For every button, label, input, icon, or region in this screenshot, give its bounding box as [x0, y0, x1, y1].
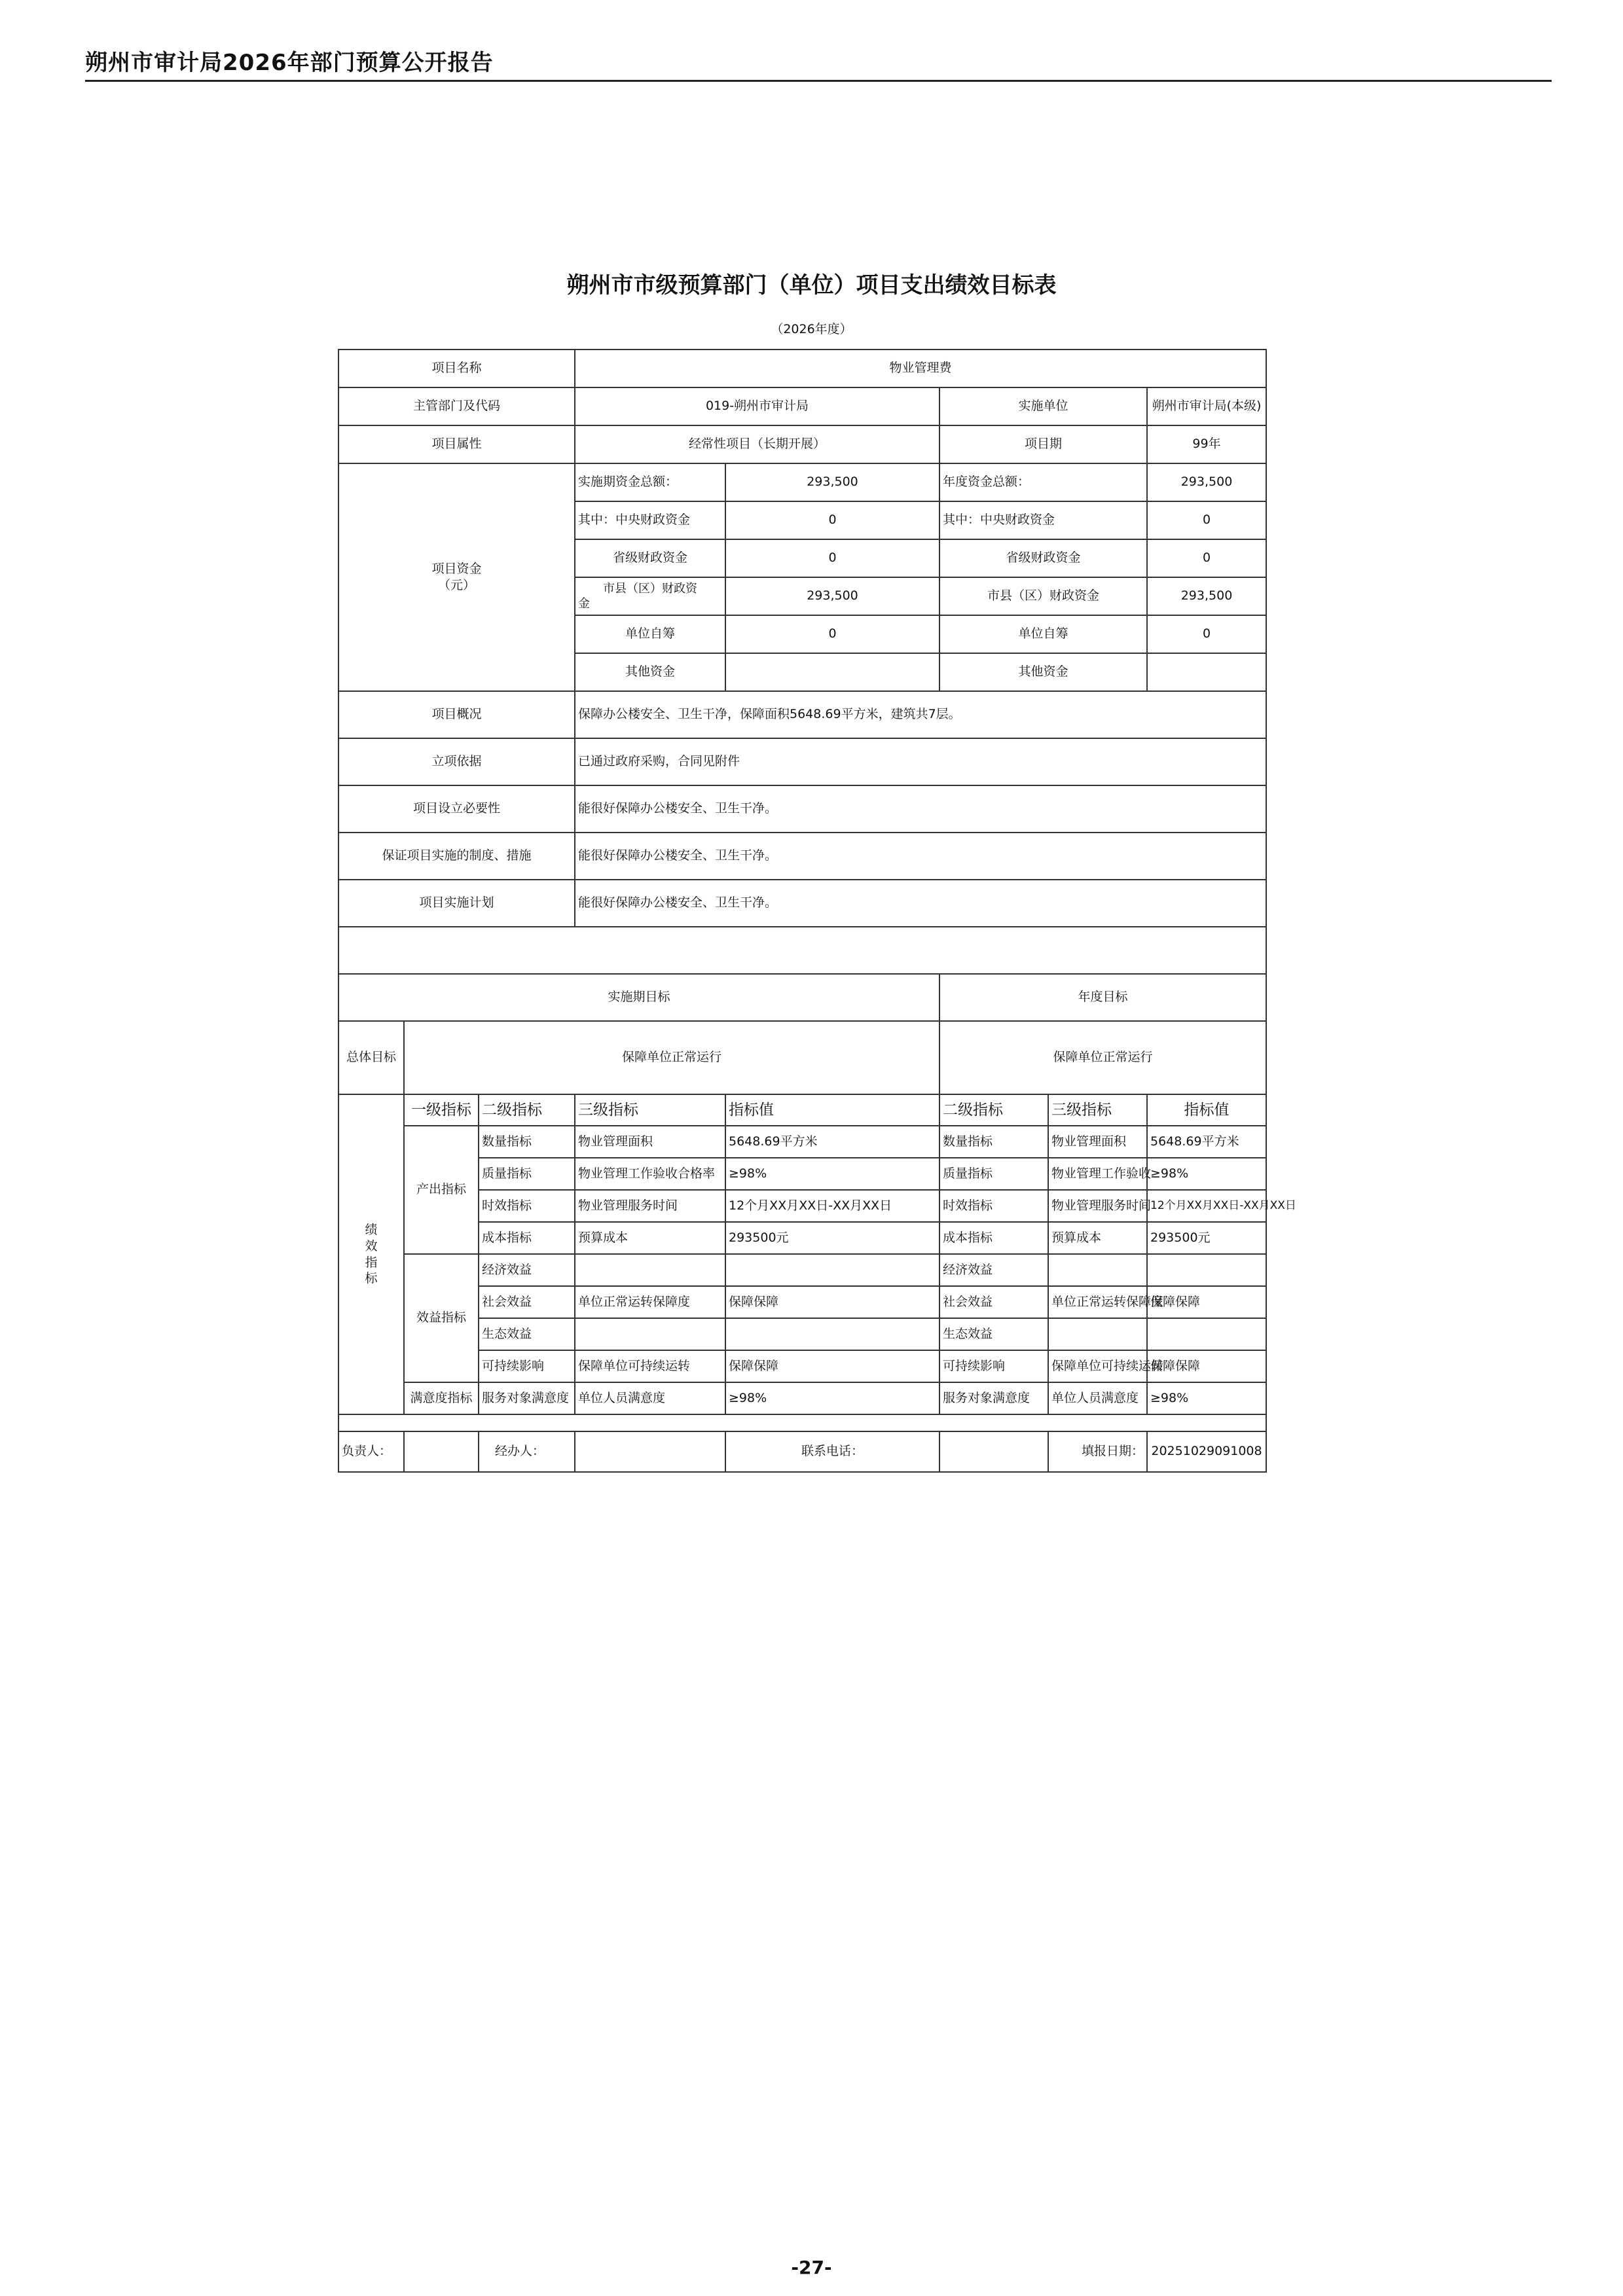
- row-footer: [338, 1431, 1266, 1472]
- date-label: 填报日期：: [1048, 1431, 1147, 1472]
- row-l2: 服务对象满意度: [479, 1382, 575, 1414]
- handler-value: [575, 1431, 725, 1472]
- side-char-2: 效: [365, 1238, 378, 1253]
- project-name-value: 物业管理费: [575, 350, 1266, 387]
- group-satisfaction: 满意度指标: [404, 1382, 479, 1414]
- funds-label: 项目资金: [431, 562, 482, 577]
- phone-label: 联系电话：: [725, 1431, 939, 1472]
- provincial-label-2: 省级财政资金: [939, 539, 1147, 577]
- plan-value: 能很好保障办公楼安全、卫生干净。: [575, 880, 1266, 927]
- overall-goal-label: 总体目标: [338, 1021, 404, 1094]
- row-l2b: 服务对象满意度: [939, 1382, 1048, 1414]
- header-l2: 二级指标: [479, 1094, 575, 1126]
- row-val: ≥98%: [725, 1158, 939, 1190]
- row-l2b: 质量指标: [939, 1158, 1048, 1190]
- period-value: 99年: [1147, 425, 1266, 463]
- side-char-3: 指: [365, 1255, 378, 1270]
- row-l2b: 经济效益: [939, 1254, 1048, 1286]
- header-rule: [85, 80, 1552, 82]
- row-l3b: 单位人员满意度: [1048, 1382, 1147, 1414]
- overall-goal-annual: 保障单位正常运行: [939, 1021, 1266, 1094]
- row-valb: [1147, 1254, 1266, 1286]
- county-label-2: 市县（区）财政资金: [939, 577, 1147, 615]
- handler-label: 经办人：: [479, 1431, 575, 1472]
- row-l3b: 物业管理服务时间: [1048, 1190, 1147, 1222]
- basis-label: 立项依据: [338, 738, 575, 785]
- indicator-side-label: [338, 1094, 404, 1414]
- county-value-2: 293,500: [1147, 577, 1266, 615]
- provincial-value-2: 0: [1147, 539, 1266, 577]
- attr-value: 经常性项目（长期开展）: [575, 425, 939, 463]
- group-benefit: 效益指标: [404, 1254, 479, 1382]
- row-dept: [338, 387, 1266, 425]
- header-l3b: 三级指标: [1048, 1094, 1147, 1126]
- row-l2: 社会效益: [479, 1286, 575, 1318]
- row-plan: [338, 880, 1266, 927]
- funds-total-label: 实施期资金总额：: [575, 463, 725, 501]
- row-spacer: [338, 927, 1266, 974]
- table-row: [338, 1254, 1266, 1286]
- row-valb: 12个月XX月XX日-XX月XX日: [1147, 1190, 1266, 1222]
- owner-value: [404, 1431, 479, 1472]
- measures-label: 保证项目实施的制度、措施: [338, 833, 575, 880]
- necessity-value: 能很好保障办公楼安全、卫生干净。: [575, 785, 1266, 833]
- row-l3: 物业管理工作验收合格率: [575, 1158, 725, 1190]
- owner-label: 负责人：: [338, 1431, 404, 1472]
- header-l3: 三级指标: [575, 1094, 725, 1126]
- row-l3b: 单位正常运转保障度: [1048, 1286, 1147, 1318]
- row-valb: 保障保障: [1147, 1286, 1266, 1318]
- date-value: 20251029091008: [1147, 1431, 1266, 1472]
- overall-goal-impl: 保障单位正常运行: [404, 1021, 939, 1094]
- row-valb: [1147, 1318, 1266, 1350]
- row-l3: 保障单位可持续运转: [575, 1350, 725, 1382]
- row-l3: [575, 1254, 725, 1286]
- row-l3b: 保障单位可持续运转: [1048, 1350, 1147, 1382]
- row-valb: 5648.69平方米: [1147, 1126, 1266, 1158]
- row-attr: [338, 425, 1266, 463]
- row-l3: [575, 1318, 725, 1350]
- row-l3b: 物业管理工作验收: [1048, 1158, 1147, 1190]
- summary-label: 项目概况: [338, 691, 575, 738]
- spacer-cell: [338, 927, 1266, 974]
- page-header: 朔州市审计局2026年部门预算公开报告: [85, 50, 494, 76]
- row-l3b: [1048, 1254, 1147, 1286]
- row-valb: 保障保障: [1147, 1350, 1266, 1382]
- header-l1: 一级指标: [404, 1094, 479, 1126]
- row-val: ≥98%: [725, 1382, 939, 1414]
- side-char-1: 绩: [365, 1223, 378, 1238]
- row-l2b: 时效指标: [939, 1190, 1048, 1222]
- spacer-cell-2: [338, 1414, 1266, 1431]
- row-l2b: 数量指标: [939, 1126, 1048, 1158]
- doc-title: 朔州市市级预算部门（单位）项目支出绩效目标表: [566, 272, 1057, 298]
- attr-label: 项目属性: [338, 425, 575, 463]
- row-l2: 经济效益: [479, 1254, 575, 1286]
- row-funds-total: [338, 463, 1266, 501]
- plan-label: 项目实施计划: [338, 880, 575, 927]
- county-label-cell: [575, 577, 725, 615]
- funds-label-cell: [338, 463, 575, 691]
- funds-total-value: 293,500: [725, 463, 939, 501]
- funds-unit: （元）: [437, 578, 475, 592]
- row-basis: [338, 738, 1266, 785]
- necessity-label: 项目设立必要性: [338, 785, 575, 833]
- measures-value: 能很好保障办公楼安全、卫生干净。: [575, 833, 1266, 880]
- row-l2b: 可持续影响: [939, 1350, 1048, 1382]
- row-val: [725, 1254, 939, 1286]
- self-value: 0: [725, 615, 939, 653]
- other-label-2: 其他资金: [939, 653, 1147, 691]
- row-val: 293500元: [725, 1222, 939, 1254]
- row-l3: 单位人员满意度: [575, 1382, 725, 1414]
- central-label: 其中：中央财政资金: [575, 501, 725, 539]
- central-value: 0: [725, 501, 939, 539]
- row-l2b: 成本指标: [939, 1222, 1048, 1254]
- row-valb: ≥98%: [1147, 1158, 1266, 1190]
- page-number: -27-: [791, 2257, 832, 2278]
- dept-label: 主管部门及代码: [338, 387, 575, 425]
- row-l2: 时效指标: [479, 1190, 575, 1222]
- row-l3b: [1048, 1318, 1147, 1350]
- row-l2b: 社会效益: [939, 1286, 1048, 1318]
- header-val: 指标值: [725, 1094, 939, 1126]
- county-label-a: 市县（区）财政资: [603, 581, 697, 596]
- impl-unit-label: 实施单位: [939, 387, 1147, 425]
- row-l2: 质量指标: [479, 1158, 575, 1190]
- row-l2: 生态效益: [479, 1318, 575, 1350]
- row-indicator-headers: [338, 1094, 1266, 1126]
- period-label: 项目期: [939, 425, 1147, 463]
- funds-annual-label: 年度资金总额：: [939, 463, 1147, 501]
- other-value-2: [1147, 653, 1266, 691]
- table-row: [338, 1126, 1266, 1158]
- self-label: 单位自筹: [575, 615, 725, 653]
- row-val: 保障保障: [725, 1350, 939, 1382]
- row-goal-headers: [338, 974, 1266, 1021]
- row-l3: 预算成本: [575, 1222, 725, 1254]
- row-measures: [338, 833, 1266, 880]
- row-l2: 数量指标: [479, 1126, 575, 1158]
- row-overall-goal: [338, 1021, 1266, 1094]
- provincial-value: 0: [725, 539, 939, 577]
- doc-year: （2026年度）: [771, 322, 852, 336]
- row-val: 保障保障: [725, 1286, 939, 1318]
- row-val: [725, 1318, 939, 1350]
- central-value-2: 0: [1147, 501, 1266, 539]
- annual-goal-label: 年度目标: [939, 974, 1266, 1021]
- impl-unit-value: 朔州市审计局(本级): [1147, 387, 1266, 425]
- row-l2: 成本指标: [479, 1222, 575, 1254]
- funds-annual-value: 293,500: [1147, 463, 1266, 501]
- other-label: 其他资金: [575, 653, 725, 691]
- table-row: [338, 1382, 1266, 1414]
- row-project-name: [338, 350, 1266, 387]
- project-name-label: 项目名称: [338, 350, 575, 387]
- self-value-2: 0: [1147, 615, 1266, 653]
- header-l2b: 二级指标: [939, 1094, 1048, 1126]
- row-necessity: [338, 785, 1266, 833]
- row-val: 5648.69平方米: [725, 1126, 939, 1158]
- impl-goal-label: 实施期目标: [338, 974, 939, 1021]
- row-l3: 单位正常运转保障度: [575, 1286, 725, 1318]
- performance-table: [338, 349, 1296, 1473]
- central-label-2: 其中：中央财政资金: [939, 501, 1147, 539]
- row-l2b: 生态效益: [939, 1318, 1048, 1350]
- summary-value: 保障办公楼安全、卫生干净，保障面积5648.69平方米，建筑共7层。: [575, 691, 1266, 738]
- header-valb: 指标值: [1147, 1094, 1266, 1126]
- row-valb: 293500元: [1147, 1222, 1266, 1254]
- row-valb: ≥98%: [1147, 1382, 1266, 1414]
- county-label-b: 金: [578, 597, 590, 611]
- row-l2: 可持续影响: [479, 1350, 575, 1382]
- row-summary: [338, 691, 1266, 738]
- row-l3: 物业管理面积: [575, 1126, 725, 1158]
- row-l3b: 物业管理面积: [1048, 1126, 1147, 1158]
- row-spacer-2: [338, 1414, 1266, 1431]
- phone-value: [939, 1431, 1048, 1472]
- group-output: 产出指标: [404, 1126, 479, 1254]
- basis-value: 已通过政府采购，合同见附件: [575, 738, 1266, 785]
- row-l3b: 预算成本: [1048, 1222, 1147, 1254]
- county-value: 293,500: [725, 577, 939, 615]
- other-value: [725, 653, 939, 691]
- side-char-4: 标: [365, 1271, 378, 1286]
- provincial-label: 省级财政资金: [575, 539, 725, 577]
- row-l3: 物业管理服务时间: [575, 1190, 725, 1222]
- row-val: 12个月XX月XX日-XX月XX日: [725, 1190, 939, 1222]
- dept-value: 019-朔州市审计局: [575, 387, 939, 425]
- self-label-2: 单位自筹: [939, 615, 1147, 653]
